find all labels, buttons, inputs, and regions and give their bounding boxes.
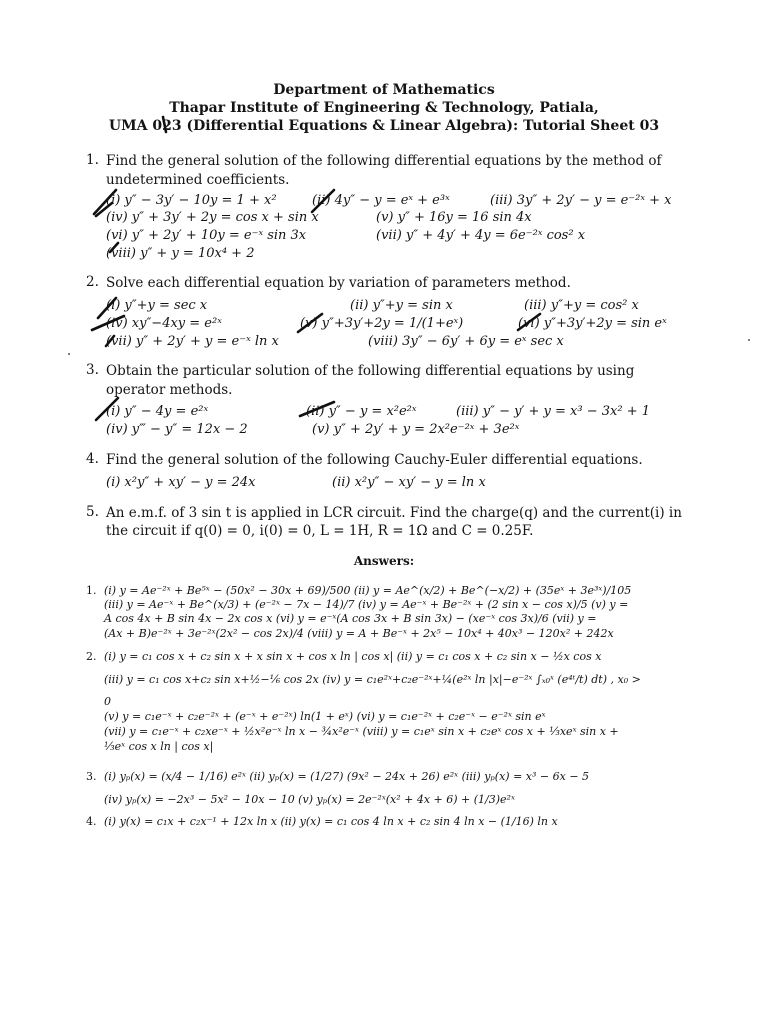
q4-item-ii: (ii) x²y″ − xy′ − y = ln x: [332, 475, 486, 490]
q3-item-v: (v) y″ + 2y′ + y = 2x²e⁻²ˣ + 3e²ˣ: [312, 422, 520, 437]
q1-item-viii: (viii) y″ + y = 10x⁴ + 2: [106, 246, 255, 261]
question-4-text: Find the general solution of the following Cauchy-Euler differential equations.: [106, 452, 643, 468]
q2-item-ii: (ii) y″+y = sin x: [350, 298, 453, 313]
question-2-number: 2.: [86, 274, 99, 290]
answer-3-line: (iv) yₚ(x) = −2x³ − 5x² − 10x − 10 (v) yₚ(x) = 2e⁻²ˣ(x² + 4x + 6) + (1/3)e²ˣ: [104, 793, 515, 806]
answer-2-number: 2.: [86, 650, 97, 663]
answer-3-line: (i) yₚ(x) = (x/4 − 1/16) e²ˣ (ii) yₚ(x) = (1/27) (9x² − 24x + 26) e²ˣ (iii) yₚ(x) = x³ − 6x − 5: [104, 770, 590, 783]
q2-item-viii: (viii) 3y″ − 6y′ + 6y = eˣ sec x: [368, 334, 564, 349]
question-3-text: Obtain the particular solution of the following differential equations by using operator methods.: [106, 363, 635, 398]
sheet-title: UMA 023 (Differential Equations & Linear Algebra): Tutorial Sheet 03: [108, 118, 660, 134]
q2-item-vi: (vi) y″+3y′+2y = sin eˣ: [518, 316, 667, 331]
question-5-line-2: the circuit if q(0) = 0, i(0) = 0, L = 1H, R = 1Ω and C = 0.25F.: [106, 523, 534, 539]
q2-item-i: (i) y″+y = sec x: [106, 298, 208, 313]
question-4-number: 4.: [86, 451, 99, 467]
q2-item-vii: (vii) y″ + 2y′ + y = e⁻ˣ ln x: [106, 334, 279, 349]
answer-4-line: (i) y(x) = c₁x + c₂x⁻¹ + 12x ln x (ii) y(x) = c₁ cos 4 ln x + c₂ sin 4 ln x − (1/16) ln x: [104, 815, 558, 828]
question-3-number: 3.: [86, 362, 99, 378]
q1-item-iv: (iv) y″ + 3y′ + 2y = cos x + sin x: [106, 210, 319, 225]
answer-1-line: (iii) y = Ae⁻ˣ + Be^(x/3) + (e⁻²ˣ − 7x − 14)/7 (iv) y = Ae⁻ˣ + Be⁻²ˣ + (2 sin x − cos x)/5 (v) y =: [104, 598, 629, 611]
stray-dot: [748, 339, 750, 341]
answer-1-line: (i) y = Ae⁻²ˣ + Be⁵ˣ − (50x² − 30x + 69)/500 (ii) y = Ae^(x/2) + Be^(−x/2) + (35eˣ + 3e³ˣ)/105: [104, 584, 632, 597]
q1-item-vi: (vi) y″ + 2y′ + 10y = e⁻ˣ sin 3x: [106, 228, 307, 243]
q2-item-iv: (iv) xy″−4xy = e²ˣ: [106, 316, 222, 331]
answer-1-number: 1.: [86, 584, 97, 597]
q1-item-vii: (vii) y″ + 4y′ + 4y = 6e⁻²ˣ cos² x: [376, 228, 586, 243]
department-heading: Department of Mathematics: [273, 82, 495, 98]
q2-item-iii: (iii) y″+y = cos² x: [524, 298, 639, 313]
q2-item-v: (v) y″+3y′+2y = 1/(1+eˣ): [300, 316, 464, 331]
answer-2-line: (vii) y = c₁e⁻ˣ + c₂xe⁻ˣ + ½x²e⁻ˣ ln x − ¾x²e⁻ˣ (viii) y = c₁eˣ sin x + c₂eˣ cos x + ⅓xeˣ sin x +: [104, 725, 619, 738]
answer-1-line: A cos 4x + B sin 4x − 2x cos x (vi) y = e⁻ˣ(A cos 3x + B sin 3x) − (xe⁻ˣ cos 3x)/6 (vii) y =: [104, 612, 597, 625]
answer-2-line: (v) y = c₁e⁻ˣ + c₂e⁻²ˣ + (e⁻ˣ + e⁻²ˣ) ln(1 + eˣ) (vi) y = c₁e⁻²ˣ + c₂e⁻ˣ − e⁻²ˣ sin eˣ: [104, 710, 546, 723]
answer-1-line: (Ax + B)e⁻²ˣ + 3e⁻²ˣ(2x² − cos 2x)/4 (viii) y = A + Be⁻ˣ + 2x⁵ − 10x⁴ + 40x³ − 120x² + 242x: [104, 627, 614, 640]
q3-item-iv: (iv) y‴ − y″ = 12x − 2: [106, 422, 248, 437]
answer-2-line: ⅓eˣ cos x ln | cos x|: [104, 740, 214, 753]
answer-2-line: (iii) y = c₁ cos x+c₂ sin x+½−⅙ cos 2x (iv) y = c₁e²ˣ+c₂e⁻²ˣ+¼(e²ˣ ln |x|−e⁻²ˣ ∫ₓ₀ˣ (e⁴ᵗ/t) dt) , x₀ >: [104, 673, 641, 686]
question-1-number: 1.: [86, 152, 99, 168]
question-5-number: 5.: [86, 504, 99, 520]
question-2-text: Solve each differential equation by variation of parameters method.: [106, 275, 571, 291]
answers-heading: Answers:: [353, 554, 415, 568]
question-1-text: Find the general solution of the following differential equations by the method of undetermined coefficients.: [106, 153, 662, 188]
stray-dot: [68, 353, 70, 355]
q4-item-i: (i) x²y″ + xy′ − y = 24x: [106, 475, 256, 490]
q3-item-ii: (ii) y″ − y = x²e²ˣ: [306, 404, 417, 419]
q1-item-v: (v) y″ + 16y = 16 sin 4x: [376, 210, 532, 225]
answer-3-number: 3.: [86, 770, 97, 783]
q3-item-iii: (iii) y″ − y′ + y = x³ − 3x² + 1: [456, 404, 651, 419]
q3-item-i: (i) y″ − 4y = e²ˣ: [106, 404, 209, 419]
q1-item-iii: (iii) 3y″ + 2y′ − y = e⁻²ˣ + x: [490, 193, 672, 208]
answer-2-line: (i) y = c₁ cos x + c₂ sin x + x sin x + cos x ln | cos x| (ii) y = c₁ cos x + c₂ sin x − ½x cos x: [104, 650, 602, 663]
question-5-line-1: An e.m.f. of 3 sin t is applied in LCR circuit. Find the charge(q) and the current(i) in: [106, 505, 682, 521]
institute-heading: Thapar Institute of Engineering & Technology, Patiala,: [169, 100, 599, 116]
answer-2-line: 0: [104, 695, 111, 708]
answer-4-number: 4.: [86, 815, 97, 828]
q1-item-i: (i) y″ − 3y′ − 10y = 1 + x²: [106, 193, 277, 208]
q1-item-ii: (ii) 4y″ − y = eˣ + e³ˣ: [312, 193, 450, 208]
